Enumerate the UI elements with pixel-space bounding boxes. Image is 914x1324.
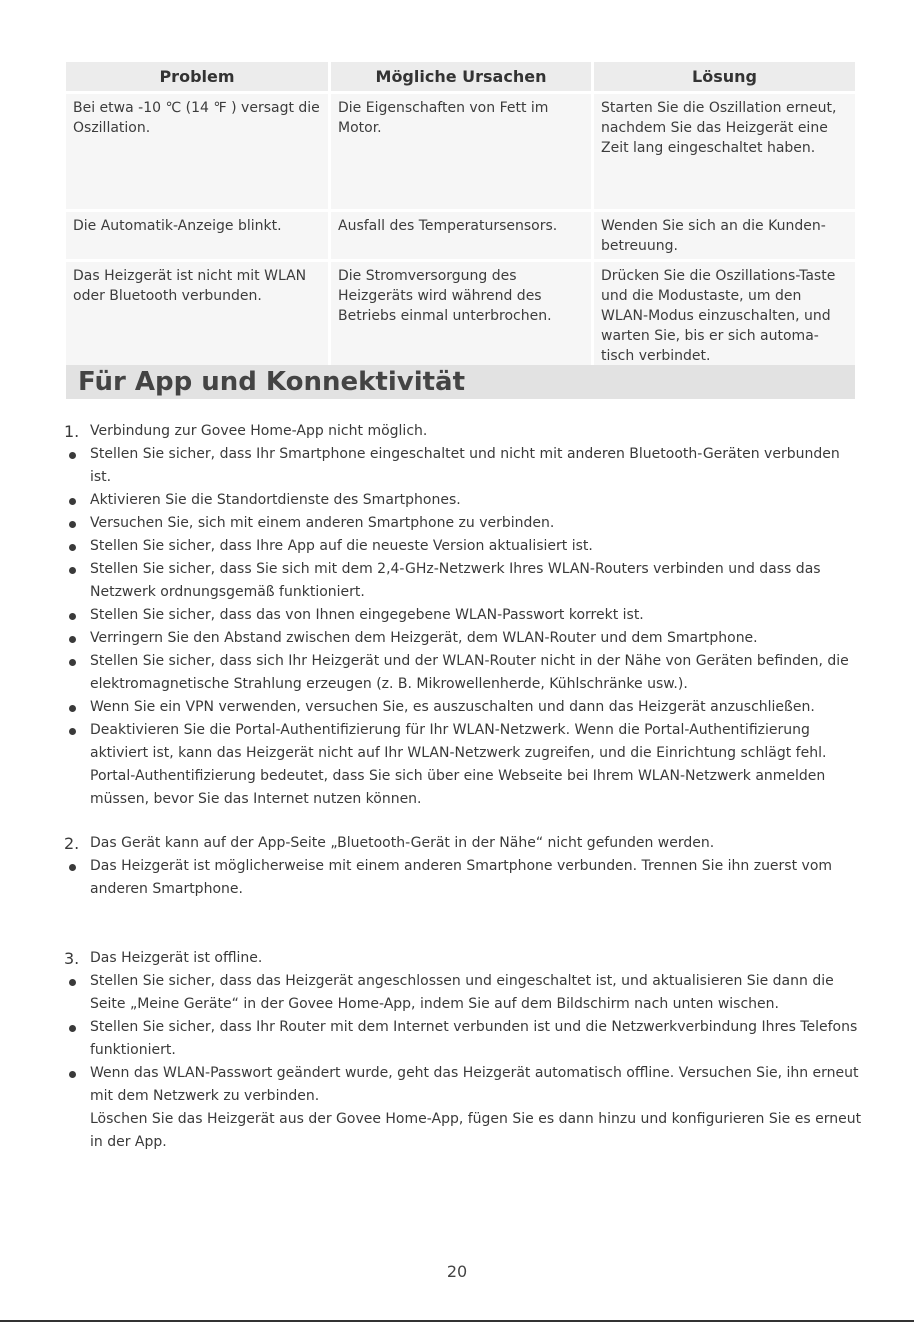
bullet-icon [69, 728, 76, 735]
table-row [66, 212, 855, 259]
bullet-icon [69, 1071, 76, 1078]
table-cell: Drücken Sie die Oszillations-Taste und die Modustaste, um den WLAN-Modus einzuschalten, und warten Sie, bis er sich automa-tisch verbindet. [594, 262, 855, 366]
list-item: Wenn Sie ein VPN verwenden, versuchen Sie, es auszuschalten und dann das Heizgerät anzuschließen. [62, 696, 862, 719]
table-row [66, 262, 855, 366]
table-cell: Die Stromversorgung des Heizgeräts wird während des Betriebs einmal unterbrochen. [331, 262, 591, 366]
bullet-icon [69, 544, 76, 551]
list-item: Stellen Sie sicher, dass sich Ihr Heizgerät und der WLAN-Router nicht in der Nähe von Geräten befinden, die elektromagnetische Strahlung erzeugen (z. B. Mikrowellenherde, Kühlschränke usw.). [62, 650, 862, 696]
bottom-divider [0, 1320, 914, 1322]
bullet-icon [69, 521, 76, 528]
list-item: Stellen Sie sicher, dass das Heizgerät angeschlossen und eingeschaltet ist, und aktualisieren Sie dann die Seite „Meine Geräte“ in der Govee Home-App, indem Sie auf dem Bildschirm nach unten wischen. [62, 970, 862, 1016]
table-cell: Starten Sie die Oszillation erneut, nachdem Sie das Heizgerät eine Zeit lang eingeschaltet haben. [594, 94, 855, 209]
table-cell: Die Eigenschaften von Fett im Motor. [331, 94, 591, 209]
section-heading-bar [66, 365, 855, 399]
question-number: 2. [64, 834, 80, 853]
list-item: Verringern Sie den Abstand zwischen dem Heizgerät, dem WLAN-Router und dem Smartphone. [62, 627, 862, 650]
question-text: Verbindung zur Govee Home-App nicht möglich. [90, 423, 428, 439]
list-item: Deaktivieren Sie die Portal-Authentifizierung für Ihr WLAN-Netzwerk. Wenn die Portal-Authentifizierung aktiviert ist, kann das Heizgerät nicht auf Ihr WLAN-Netzwerk zugreifen, und die Einrichtung schlägt fehl. Portal-Authentifizierung bedeutet, dass Sie sich über eine Webseite bei Ihrem WLAN-Netzwerk anmelden müssen, bevor Sie das Internet nutzen können. [62, 719, 862, 811]
question-2 [62, 832, 862, 855]
question-1 [62, 420, 862, 443]
table-cell: Das Heizgerät ist nicht mit WLAN oder Bluetooth verbunden. [66, 262, 328, 366]
bullet-icon [69, 979, 76, 986]
question-number: 3. [64, 949, 80, 968]
bullet-icon [69, 452, 76, 459]
list-item: Aktivieren Sie die Standortdienste des Smartphones. [62, 489, 862, 512]
bullet-icon [69, 498, 76, 505]
table-cell: Bei etwa -10 ℃ (14 ℉ ) versagt die Oszillation. [66, 94, 328, 209]
bullet-icon [69, 705, 76, 712]
bullet-icon [69, 864, 76, 871]
bullet-icon [69, 567, 76, 574]
list-item: Stellen Sie sicher, dass das von Ihnen eingegebene WLAN-Passwort korrekt ist. [62, 604, 862, 627]
list-item: Stellen Sie sicher, dass Sie sich mit dem 2,4-GHz-Netzwerk Ihres WLAN-Routers verbinden und dass das Netzwerk ordnungsgemäß funktioniert. [62, 558, 862, 604]
list-item: Das Heizgerät ist möglicherweise mit einem anderen Smartphone verbunden. Trennen Sie ihn zuerst vom anderen Smartphone. [62, 855, 862, 901]
question-number: 1. [64, 422, 80, 441]
table-cell: Die Automatik-Anzeige blinkt. [66, 212, 328, 259]
table-cell: Ausfall des Temperatursensors. [331, 212, 591, 259]
list-item: Wenn das WLAN-Passwort geändert wurde, geht das Heizgerät automatisch offline. Versuchen Sie, ihn erneut mit dem Netzwerk zu verbinden. [62, 1062, 862, 1108]
list-item: Stellen Sie sicher, dass Ihr Router mit dem Internet verbunden ist und die Netzwerkverbindung Ihres Telefons funktioniert. [62, 1016, 862, 1062]
list-item-continuation: Löschen Sie das Heizgerät aus der Govee Home-App, fügen Sie es dann hinzu und konfigurieren Sie es erneut in der App. [90, 1111, 862, 1150]
table-row [66, 94, 855, 209]
bullet-icon [69, 636, 76, 643]
section-title: Für App und Konnektivität [78, 367, 466, 397]
header-solution: Lösung [594, 62, 855, 91]
troubleshooting-table [66, 62, 855, 366]
question-text: Das Heizgerät ist offline. [90, 950, 263, 966]
bullet-icon [69, 613, 76, 620]
page-number: 20 [446, 1262, 468, 1281]
header-problem: Problem [66, 62, 328, 91]
bullet-icon [69, 1025, 76, 1032]
header-causes: Mögliche Ursachen [331, 62, 591, 91]
table-cell: Wenden Sie sich an die Kunden-betreuung. [594, 212, 855, 259]
question-text: Das Gerät kann auf der App-Seite „Bluetooth-Gerät in der Nähe“ nicht gefunden werden. [90, 835, 715, 851]
faq-content [62, 420, 862, 1154]
table-header-row [66, 62, 855, 91]
question-3 [62, 947, 862, 970]
list-item: Stellen Sie sicher, dass Ihr Smartphone eingeschaltet und nicht mit anderen Bluetooth-Geräten verbunden ist. [62, 443, 862, 489]
list-item: Stellen Sie sicher, dass Ihre App auf die neueste Version aktualisiert ist. [62, 535, 862, 558]
list-item: Versuchen Sie, sich mit einem anderen Smartphone zu verbinden. [62, 512, 862, 535]
bullet-icon [69, 659, 76, 666]
